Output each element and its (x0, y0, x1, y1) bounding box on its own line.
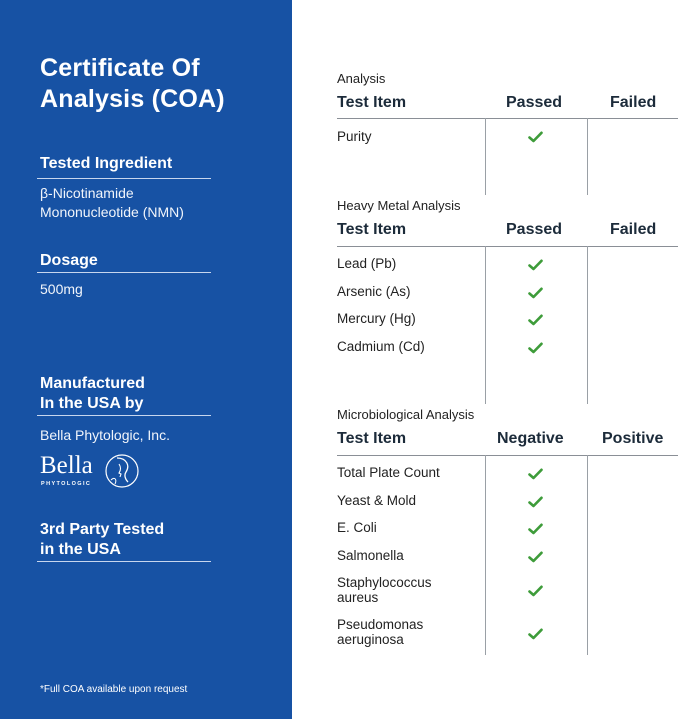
table-row-label: Staphylococcus aureus (337, 575, 432, 605)
check-icon (528, 468, 543, 480)
table-row-label: Arsenic (As) (337, 284, 411, 299)
section-label-heavy-metal: Heavy Metal Analysis (337, 198, 461, 213)
page-title: Certificate Of Analysis (COA) (40, 54, 225, 113)
table-row-label: Total Plate Count (337, 465, 440, 480)
table-row-label: Purity (337, 129, 372, 144)
section-label-analysis: Analysis (337, 71, 386, 86)
tested-ingredient-line2: Mononucleotide (NMN) (40, 204, 184, 220)
table-row-label: Salmonella (337, 548, 404, 563)
check-icon (528, 628, 543, 640)
check-icon (528, 342, 543, 354)
tested-ingredient-heading: Tested Ingredient (40, 155, 173, 172)
tested-ingredient-line1: β-Nicotinamide (40, 185, 134, 201)
table-row-label: Mercury (Hg) (337, 311, 416, 326)
column-header-positive: Positive (602, 430, 664, 447)
table-row-label: Lead (Pb) (337, 256, 397, 271)
check-icon (528, 314, 543, 326)
third-party-line2: in the USA (40, 541, 121, 558)
header-rule (337, 455, 678, 456)
check-icon (528, 496, 543, 508)
column-divider (587, 118, 588, 195)
table-row-label: Pseudomonas aeruginosa (337, 617, 424, 647)
logo-subtitle: PHYTOLOGIC (41, 481, 92, 487)
header-rule (337, 118, 678, 119)
table-row-label: Cadmium (Cd) (337, 339, 425, 354)
section-label-microbiological: Microbiological Analysis (337, 407, 475, 422)
results-panel (292, 0, 679, 719)
dosage-heading: Dosage (40, 252, 98, 269)
column-divider (485, 455, 486, 655)
column-divider (587, 246, 588, 404)
manufactured-heading-line2: In the USA by (40, 395, 144, 412)
column-header-failed: Failed (610, 94, 657, 111)
table-row-label: E. Coli (337, 520, 377, 535)
column-header-negative: Negative (497, 430, 564, 447)
bella-phytologic-logo (40, 452, 150, 492)
column-divider (485, 246, 486, 404)
check-icon (528, 259, 543, 271)
logo-word: Bella (40, 452, 93, 479)
column-header-test-item: Test Item (337, 94, 407, 111)
check-icon (528, 523, 543, 535)
column-header-passed: Passed (506, 94, 563, 111)
info-panel (0, 0, 292, 719)
column-header-test-item: Test Item (337, 430, 407, 447)
third-party-line1: 3rd Party Tested (40, 521, 165, 538)
check-icon (528, 585, 543, 597)
footnote: *Full COA available upon request (40, 684, 188, 695)
check-icon (528, 551, 543, 563)
dosage-value: 500mg (40, 281, 83, 297)
check-icon (528, 131, 543, 143)
divider (37, 272, 211, 273)
manufactured-heading-line1: Manufactured (40, 375, 145, 392)
column-header-passed: Passed (506, 221, 563, 238)
column-divider (485, 118, 486, 195)
check-icon (528, 287, 543, 299)
column-header-failed: Failed (610, 221, 657, 238)
column-header-test-item: Test Item (337, 221, 407, 238)
manufacturer-name: Bella Phytologic, Inc. (40, 427, 170, 443)
divider (37, 178, 211, 179)
table-row-label: Yeast & Mold (337, 493, 417, 508)
woman-profile-icon (103, 450, 143, 492)
divider (37, 415, 211, 416)
column-divider (587, 455, 588, 655)
divider (37, 561, 211, 562)
header-rule (337, 246, 678, 247)
